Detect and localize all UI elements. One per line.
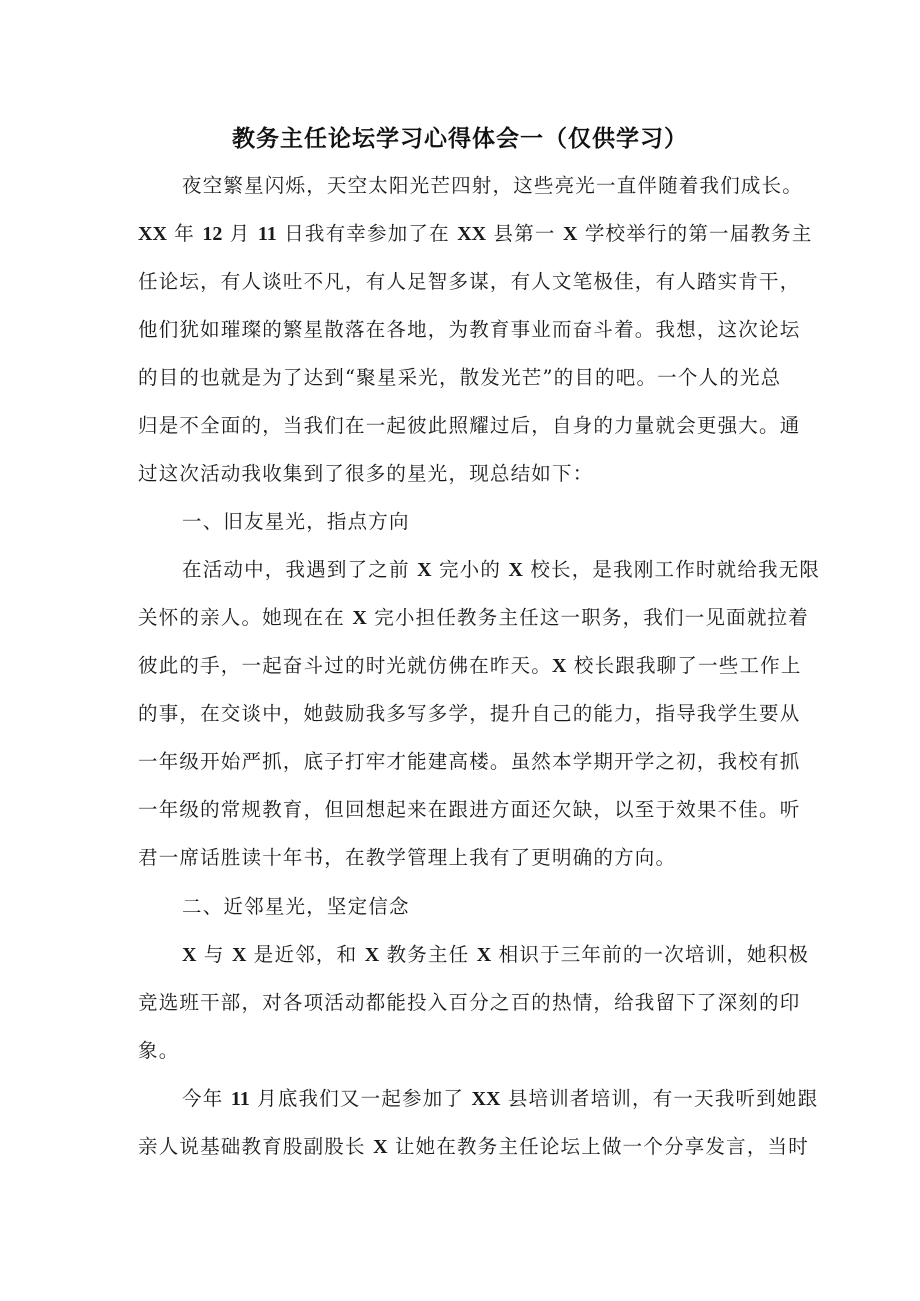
paragraph-line: 的事，在交谈中，她鼓励我多写多学，提升自己的能力，指导我学生要从 — [138, 702, 801, 725]
paragraph-line: 一年级开始严抓，底子打牢才能建高楼。虽然本学期开学之初，我校有抓 — [138, 750, 801, 773]
paragraph-line: 竞选班干部，对各项活动都能投入百分之百的热情，给我留下了深刻的印 — [138, 991, 801, 1014]
paragraph-line: 的目的也就是为了达到“聚星采光，散发光芒”的目的吧。一个人的光总 — [138, 366, 782, 389]
document-title: 教务主任论坛学习心得体会一（仅供学习） — [232, 125, 688, 152]
paragraph-line: 过这次活动我收集到了很多的星光，现总结如下： — [138, 462, 594, 485]
paragraph-line: 象。 — [138, 1039, 180, 1062]
paragraph-line: XX 年 12 月 11 日我有幸参加了在 XX 县第一 X 学校举行的第一届教务主 — [138, 222, 813, 245]
paragraph-line: 关怀的亲人。她现在在 X 完小担任教务主任这一职务，我们一见面就拉着 — [138, 606, 809, 629]
paragraph-line: 亲人说基础教育股副股长 X 让她在教务主任论坛上做一个分享发言，当时 — [138, 1135, 809, 1158]
paragraph-line: 任论坛，有人谈吐不凡，有人足智多谋，有人文笔极佳，有人踏实肯干， — [138, 270, 801, 293]
paragraph-line: 一年级的常规教育，但回想起来在跟进方面还欠缺，以至于效果不佳。听 — [138, 798, 801, 821]
paragraph-line: 归是不全面的，当我们在一起彼此照耀过后，自身的力量就会更强大。通 — [138, 414, 801, 437]
paragraph-line: 君一席话胜读十年书，在教学管理上我有了更明确的方向。 — [138, 846, 677, 869]
paragraph-line: 今年 11 月底我们又一起参加了 XX 县培训者培训，有一天我听到她跟 — [182, 1087, 819, 1110]
section-heading: 一、旧友星光，指点方向 — [182, 510, 410, 533]
paragraph-line: 他们犹如璀璨的繁星散落在各地，为教育事业而奋斗着。我想，这次论坛 — [138, 318, 801, 341]
paragraph-line: 夜空繁星闪烁，天空太阳光芒四射，这些亮光一直伴随着我们成长。 — [182, 174, 804, 197]
section-heading: 二、近邻星光，坚定信念 — [182, 895, 410, 918]
paragraph-line: 彼此的手，一起奋斗过的时光就仿佛在昨天。X 校长跟我聊了一些工作上 — [138, 654, 802, 677]
paragraph-line: X 与 X 是近邻，和 X 教务主任 X 相识于三年前的一次培训，她积极 — [182, 943, 810, 966]
paragraph-line: 在活动中，我遇到了之前 X 完小的 X 校长，是我刚工作时就给我无限 — [182, 558, 821, 581]
